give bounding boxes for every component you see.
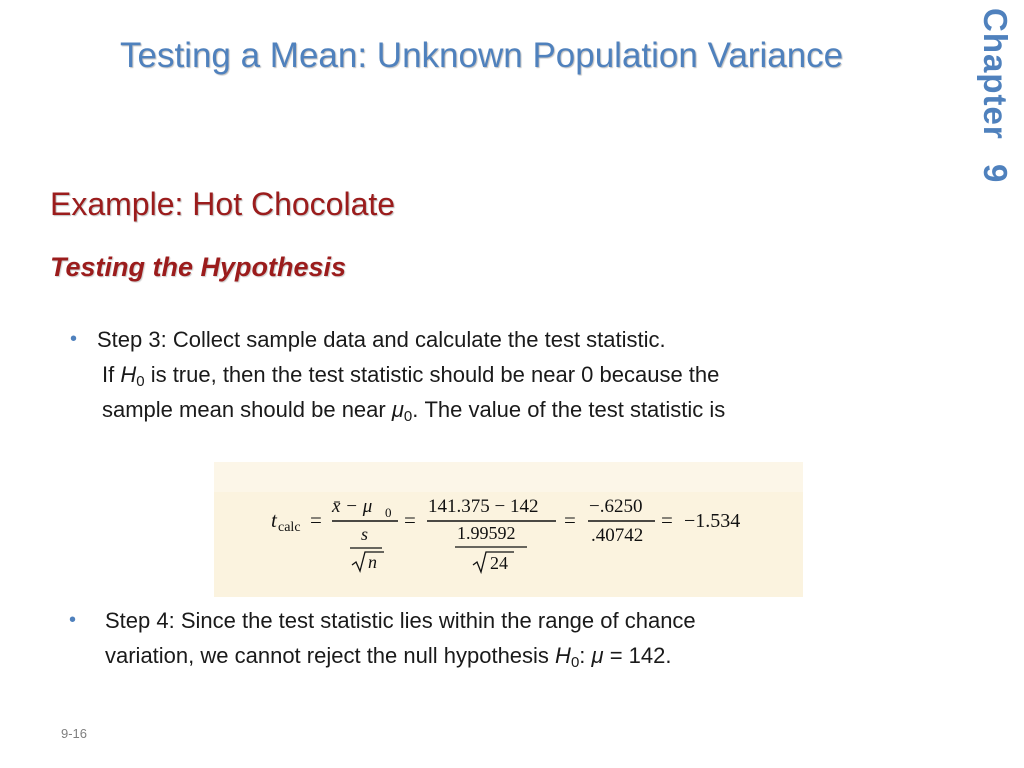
test-statistic-formula <box>214 462 803 597</box>
formula-frac2-den-sqrt: 24 <box>490 553 508 573</box>
step3-line3 <box>97 392 877 427</box>
chapter-number: 9 <box>977 163 1014 184</box>
formula-frac2-numerator: 141.375 − 142 <box>428 496 539 517</box>
step3-line2-text: If <box>102 362 121 387</box>
formula-equals-1: = <box>310 508 322 532</box>
formula-frac1-numerator-sub: 0 <box>385 505 392 520</box>
step3-line1: Step 3: Collect sample data and calculate the test statistic. <box>97 327 666 352</box>
formula-svg <box>214 462 803 597</box>
h0-subscript: 0 <box>570 654 580 671</box>
formula-lhs-var: t <box>271 508 277 532</box>
step4-line2 <box>105 643 672 671</box>
bullet-marker: • <box>69 609 77 631</box>
page-number: 9-16 <box>61 726 88 741</box>
formula-lhs-sub: calc <box>278 520 301 535</box>
step4-colon: : <box>579 643 592 668</box>
subheading: Testing the Hypothesis <box>50 252 347 282</box>
slide-title: Testing a Mean: Unknown Population Variance <box>120 36 844 75</box>
chapter-label <box>976 8 1014 183</box>
step4-line2-text: variation, we cannot reject the null hypothesis <box>105 643 556 668</box>
formula-equals-3: = <box>564 508 576 532</box>
mu0-symbol: μ <box>391 397 404 422</box>
step3-line2-rest: is true, then the test statistic should be near 0 because the <box>144 362 720 387</box>
h0-symbol: H <box>555 643 571 668</box>
step4-bullet <box>69 603 865 673</box>
formula-equals-4: = <box>661 508 673 532</box>
formula-frac3-denominator: .40742 <box>591 525 644 546</box>
step3-line3-text: sample mean should be near <box>102 397 392 422</box>
formula-result: −1.534 <box>684 510 741 532</box>
bullet-marker: • <box>70 328 78 350</box>
mu-symbol: μ <box>591 643 604 668</box>
h0-symbol: H <box>120 362 137 387</box>
formula-frac3-numerator: −.6250 <box>589 496 643 517</box>
formula-frac1-den-sqrt: n <box>368 552 377 572</box>
formula-equals-2: = <box>404 508 416 532</box>
chapter-word: Chapter <box>977 8 1014 140</box>
formula-frac2-den-top: 1.99592 <box>457 523 516 543</box>
step3-line2 <box>97 357 877 392</box>
formula-frac1-den-top: s <box>361 524 369 544</box>
mu0-subscript: 0 <box>403 408 413 425</box>
step4-line1: Step 4: Since the test statistic lies within the range of chance <box>105 608 696 633</box>
step3-line3-rest: . The value of the test statistic is <box>412 397 726 422</box>
step4-line2-rest: = 142. <box>603 643 672 668</box>
example-heading: Example: Hot Chocolate <box>50 186 396 222</box>
formula-frac1-numerator: x̄ − μ <box>332 496 373 517</box>
h0-subscript: 0 <box>136 373 145 390</box>
step3-bullet <box>70 322 877 427</box>
